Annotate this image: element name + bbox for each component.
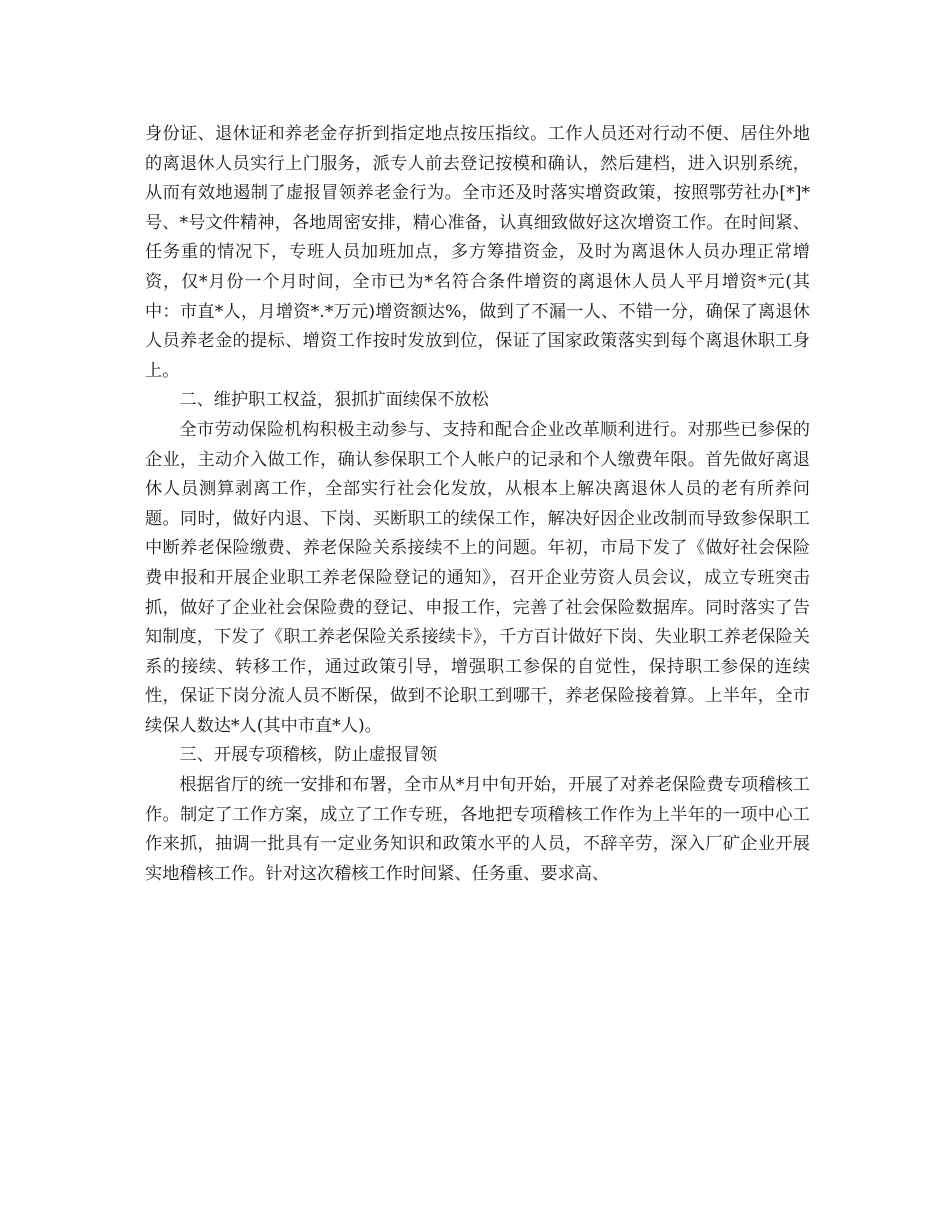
- document-body: [145, 120, 810, 889]
- paragraph-2: 全市劳动保险机构积极主动参与、支持和配合企业改革顺利进行。对那些已参保的企业，主动介入做工作，确认参保职工个人帐户的记录和个人缴费年限。首先做好离退休人员测算剥离工作，全部实行社会化发放，从根本上解决离退休人员的老有所养问题。同时，做好内退、下岗、买断职工的续保工作，解决好因企业改制而导致参保职工中断养老保险缴费、养老保险关系接续不上的问题。年初，市局下发了《做好社会保险费申报和开展企业职工养老保险登记的通知》，召开企业劳资人员会议，成立专班突击抓，做好了企业社会保险费的登记、申报工作，完善了社会保险数据库。同时落实了告知制度，下发了《职工养老保险关系接续卡》，千方百计做好下岗、失业职工养老保险关系的接续、转移工作，通过政策引导，增强职工参保的自觉性，保持职工参保的连续性，保证下岗分流人员不断保，做到不论职工到哪干，养老保险接着算。上半年，全市续保人数达*人(其中市直*人)。: [145, 419, 810, 736]
- paragraph-3: 根据省厅的统一安排和布署，全市从*月中旬开始，开展了对养老保险费专项稽核工作。制定了工作方案，成立了工作专班，各地把专项稽核工作作为上半年的一项中心工作来抓，抽调一批具有一定业务知识和政策水平的人员，不辞辛劳，深入厂矿企业开展实地稽核工作。针对这次稽核工作时间紧、任务重、要求高、: [145, 775, 810, 884]
- section-heading-3: 三、开展专项稽核，防止虚报冒领: [179, 745, 438, 766]
- paragraph-1: 身份证、退休证和养老金存折到指定地点按压指纹。工作人员还对行动不便、居住外地的离退休人员实行上门服务，派专人前去登记按模和确认，然后建档，进入识别系统，从而有效地遏制了虚报冒领养老金行为。全市还及时落实增资政策，按照鄂劳社办[*]*号、*号文件精神，各地周密安排，精心准备，认真细致做好这次增资工作。在时间紧、任务重的情况下，专班人员加班加点，多方筹措资金，及时为离退休人员办理正常增资，仅*月份一个月时间，全市已为*名符合条件增资的离退休人员人平月增资*元(其中：市直*人，月增资*.*万元)增资额达%，做到了不漏一人、不错一分，确保了离退休人员养老金的提标、增资工作按时发放到位，保证了国家政策落实到每个离退休职工身上。: [145, 124, 810, 381]
- section-heading-2: 二、维护职工权益，狠抓扩面续保不放松: [179, 390, 489, 411]
